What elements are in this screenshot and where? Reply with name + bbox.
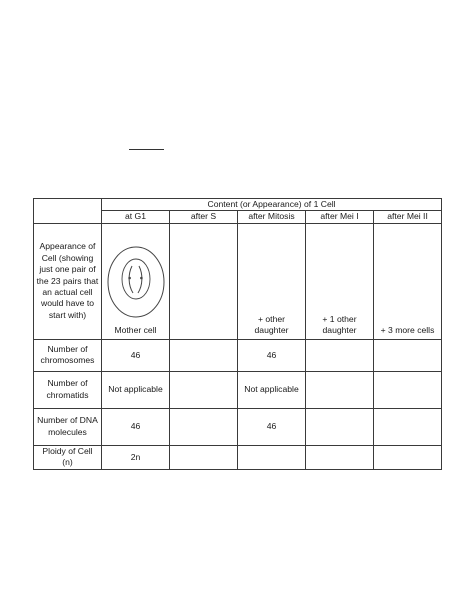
cell-chromatids-after-mei-i[interactable] <box>306 371 374 408</box>
cell-appearance-after-mitosis[interactable]: + other daughter <box>238 223 306 339</box>
row-label-chromosomes: Number of chromosomes <box>34 339 102 371</box>
cell-chromatids-after-mitosis[interactable]: Not applicable <box>238 371 306 408</box>
column-header-after-mitosis: after Mitosis <box>238 211 306 223</box>
cell-chromatids-g1[interactable]: Not applicable <box>102 371 170 408</box>
cell-content-table <box>33 198 442 470</box>
group-header-row <box>34 199 442 211</box>
cell-chromosomes-after-mei-ii[interactable] <box>374 339 442 371</box>
nucleus-outline <box>122 259 150 299</box>
chromosome-left-icon <box>129 266 133 293</box>
cell-chromosomes-after-mitosis[interactable]: 46 <box>238 339 306 371</box>
cell-chromatids-after-s[interactable] <box>170 371 238 408</box>
cell-chromatids-after-mei-ii[interactable] <box>374 371 442 408</box>
row-label-ploidy: Ploidy of Cell (n) <box>34 445 102 469</box>
cell-dna-g1[interactable]: 46 <box>102 408 170 445</box>
cell-appearance-after-s[interactable] <box>170 223 238 339</box>
centromere-right-icon <box>140 277 143 280</box>
cell-chromosomes-g1[interactable]: 46 <box>102 339 170 371</box>
cell-appearance-after-mei-i[interactable]: + 1 other daughter <box>306 223 374 339</box>
column-header-at-g1: at G1 <box>102 211 170 223</box>
cell-chromosomes-after-mei-i[interactable] <box>306 339 374 371</box>
cell-dna-after-mei-ii[interactable] <box>374 408 442 445</box>
column-header-after-mei-i: after Mei I <box>306 211 374 223</box>
column-header-after-mei-ii: after Mei II <box>374 211 442 223</box>
cell-ploidy-after-mei-ii[interactable] <box>374 445 442 469</box>
mother-cell-diagram <box>106 245 166 319</box>
cell-dna-after-s[interactable] <box>170 408 238 445</box>
table-row-ploidy <box>34 445 442 469</box>
centromere-left-icon <box>128 277 131 280</box>
row-label-appearance: Appearance of Cell (showing just one pair of the 23 pairs that an actual cell would have to start with) <box>34 223 102 339</box>
cell-appearance-g1 <box>102 223 170 339</box>
table-row-dna-molecules <box>34 408 442 445</box>
column-header-after-s: after S <box>170 211 238 223</box>
table-row-chromatids <box>34 371 442 408</box>
cell-membrane-outline <box>108 247 164 317</box>
corner-cell <box>34 199 102 224</box>
cell-ploidy-after-mitosis[interactable] <box>238 445 306 469</box>
cell-ploidy-after-mei-i[interactable] <box>306 445 374 469</box>
mother-cell-label: Mother cell <box>114 325 157 336</box>
cell-dna-after-mitosis[interactable]: 46 <box>238 408 306 445</box>
cell-chromosomes-after-s[interactable] <box>170 339 238 371</box>
cell-appearance-after-mei-ii[interactable]: + 3 more cells <box>374 223 442 339</box>
group-header: Content (or Appearance) of 1 Cell <box>102 199 442 211</box>
row-label-dna-molecules: Number of DNA molecules <box>34 408 102 445</box>
cell-ploidy-after-s[interactable] <box>170 445 238 469</box>
cell-ploidy-g1[interactable]: 2n <box>102 445 170 469</box>
chromosome-right-icon <box>138 266 142 293</box>
table-row-chromosomes <box>34 339 442 371</box>
fill-in-blank-line <box>129 149 164 150</box>
cell-dna-after-mei-i[interactable] <box>306 408 374 445</box>
row-label-chromatids: Number of chromatids <box>34 371 102 408</box>
table-row-appearance <box>34 223 442 339</box>
